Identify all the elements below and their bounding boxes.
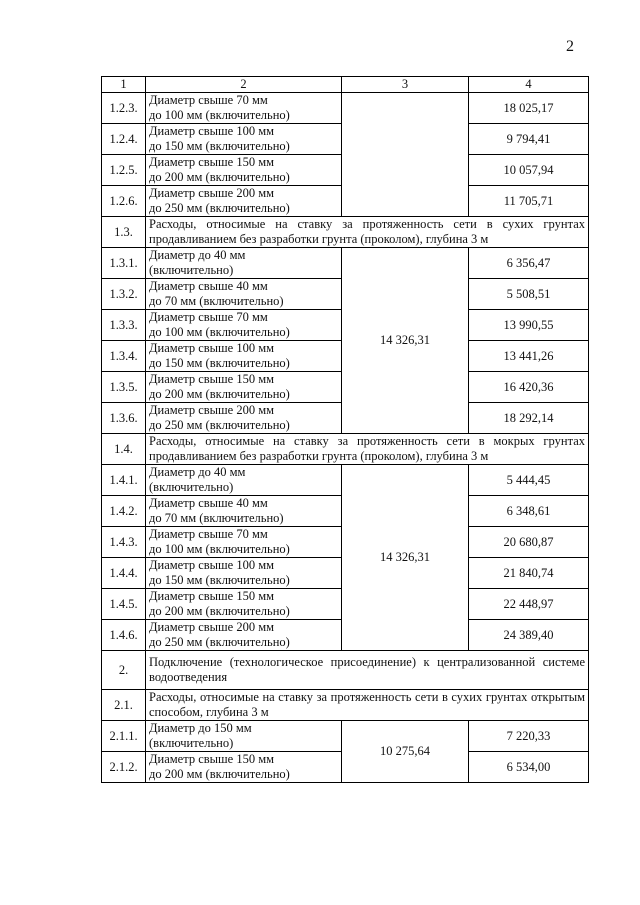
row-description: Диаметр свыше 40 мм до 70 мм (включительно) (146, 279, 342, 310)
section-number: 1.3. (102, 217, 146, 248)
row-description: Диаметр свыше 150 мм до 200 мм (включительно) (146, 752, 342, 783)
row-value: 7 220,33 (469, 721, 589, 752)
row-value: 6 348,61 (469, 496, 589, 527)
row-value: 6 534,00 (469, 752, 589, 783)
row-value: 13 990,55 (469, 310, 589, 341)
row-description: Диаметр до 40 мм (включительно) (146, 465, 342, 496)
row-value: 6 356,47 (469, 248, 589, 279)
row-value: 13 441,26 (469, 341, 589, 372)
section-title: Подключение (технологическое присоединение) к централизованной системе водоотведения (146, 651, 589, 690)
row-number: 2.1.2. (102, 752, 146, 783)
row-value: 21 840,74 (469, 558, 589, 589)
row-number: 1.4.4. (102, 558, 146, 589)
header-col-2: 2 (146, 77, 342, 93)
section-row (102, 651, 589, 690)
table-row (102, 721, 589, 752)
row-value: 20 680,87 (469, 527, 589, 558)
row-value: 16 420,36 (469, 372, 589, 403)
row-value: 9 794,41 (469, 124, 589, 155)
row-number: 1.3.6. (102, 403, 146, 434)
row-number: 1.4.2. (102, 496, 146, 527)
row-description: Диаметр свыше 150 мм до 200 мм (включительно) (146, 589, 342, 620)
row-description: Диаметр свыше 70 мм до 100 мм (включительно) (146, 93, 342, 124)
header-col-4: 4 (469, 77, 589, 93)
row-number: 1.2.3. (102, 93, 146, 124)
section-title: Расходы, относимые на ставку за протяженность сети в сухих грунтах продавливанием без разработки грунта (проколом), глубина 3 м (146, 217, 589, 248)
section-number: 2. (102, 651, 146, 690)
row-number: 1.4.1. (102, 465, 146, 496)
table-row (102, 248, 589, 279)
row-description: Диаметр свыше 200 мм до 250 мм (включительно) (146, 403, 342, 434)
rate-cell: 10 275,64 (342, 721, 469, 783)
section-number: 1.4. (102, 434, 146, 465)
row-number: 1.3.1. (102, 248, 146, 279)
row-number: 1.4.3. (102, 527, 146, 558)
rate-cell: 14 326,31 (342, 465, 469, 651)
section-row (102, 434, 589, 465)
section-number: 2.1. (102, 690, 146, 721)
row-number: 1.4.6. (102, 620, 146, 651)
row-number: 1.2.4. (102, 124, 146, 155)
row-description: Диаметр свыше 200 мм до 250 мм (включительно) (146, 620, 342, 651)
row-number: 1.3.2. (102, 279, 146, 310)
row-description: Диаметр свыше 40 мм до 70 мм (включительно) (146, 496, 342, 527)
table-header-row (102, 77, 589, 93)
rate-cell-empty (342, 93, 469, 217)
row-value: 5 444,45 (469, 465, 589, 496)
row-description: Диаметр до 150 мм (включительно) (146, 721, 342, 752)
section-row (102, 690, 589, 721)
row-value: 10 057,94 (469, 155, 589, 186)
row-number: 1.3.4. (102, 341, 146, 372)
row-number: 1.2.5. (102, 155, 146, 186)
row-value: 5 508,51 (469, 279, 589, 310)
tariff-table (101, 76, 589, 783)
section-row (102, 217, 589, 248)
row-description: Диаметр свыше 150 мм до 200 мм (включительно) (146, 155, 342, 186)
row-description: Диаметр до 40 мм (включительно) (146, 248, 342, 279)
row-description: Диаметр свыше 70 мм до 100 мм (включительно) (146, 527, 342, 558)
section-title: Расходы, относимые на ставку за протяженность сети в мокрых грунтах продавливанием без разработки грунта (проколом), глубина 3 м (146, 434, 589, 465)
row-number: 1.2.6. (102, 186, 146, 217)
section-title: Расходы, относимые на ставку за протяженность сети в сухих грунтах открытым способом, глубина 3 м (146, 690, 589, 721)
row-number: 1.3.3. (102, 310, 146, 341)
row-value: 18 292,14 (469, 403, 589, 434)
row-value: 18 025,17 (469, 93, 589, 124)
table-row (102, 93, 589, 124)
rate-cell: 14 326,31 (342, 248, 469, 434)
row-description: Диаметр свыше 100 мм до 150 мм (включительно) (146, 558, 342, 589)
header-col-1: 1 (102, 77, 146, 93)
row-description: Диаметр свыше 150 мм до 200 мм (включительно) (146, 372, 342, 403)
row-description: Диаметр свыше 200 мм до 250 мм (включительно) (146, 186, 342, 217)
row-description: Диаметр свыше 100 мм до 150 мм (включительно) (146, 124, 342, 155)
row-value: 11 705,71 (469, 186, 589, 217)
header-col-3: 3 (342, 77, 469, 93)
row-value: 22 448,97 (469, 589, 589, 620)
row-number: 1.4.5. (102, 589, 146, 620)
page-number: 2 (566, 38, 574, 55)
row-value: 24 389,40 (469, 620, 589, 651)
row-description: Диаметр свыше 100 мм до 150 мм (включительно) (146, 341, 342, 372)
row-number: 1.3.5. (102, 372, 146, 403)
row-description: Диаметр свыше 70 мм до 100 мм (включительно) (146, 310, 342, 341)
table-row (102, 465, 589, 496)
row-number: 2.1.1. (102, 721, 146, 752)
